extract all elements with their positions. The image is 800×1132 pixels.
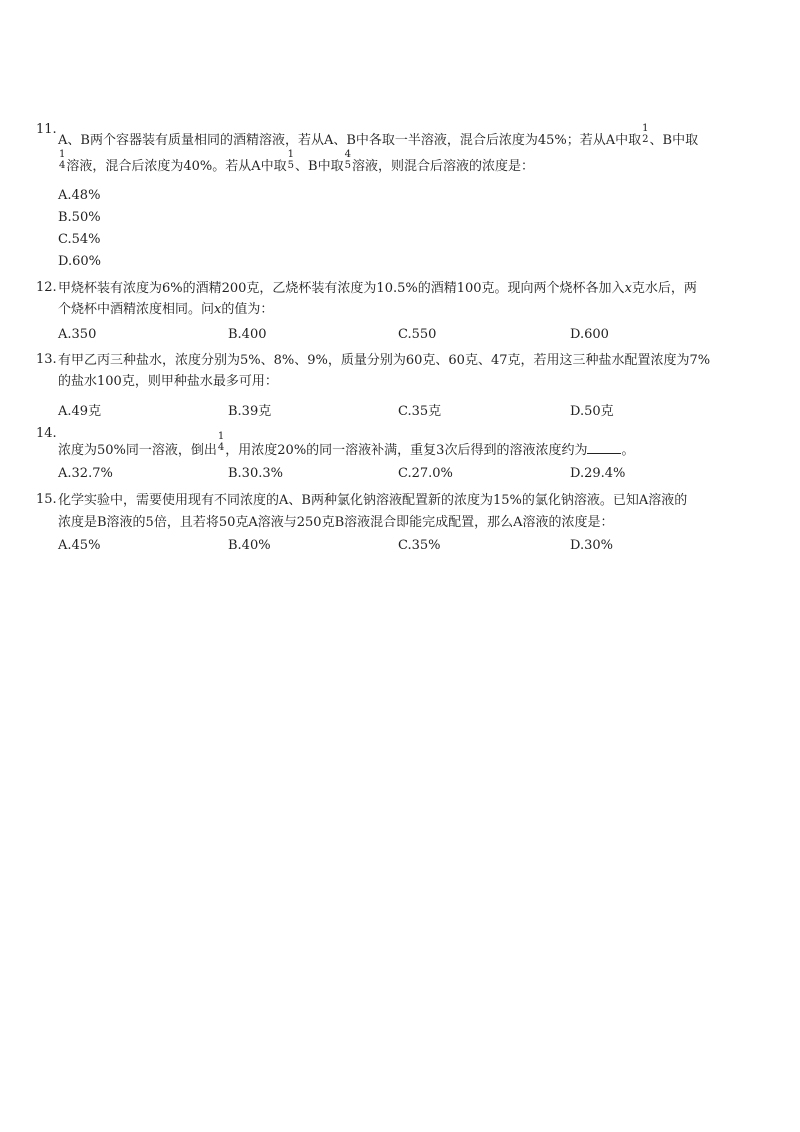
question-text: ，用浓度20%的同一溶液补满，重复3次后得到的溶液浓度约为 (225, 443, 588, 458)
answer-blank (587, 441, 621, 454)
question-text-line-1 (58, 123, 699, 151)
option-a: A.45% (58, 538, 101, 553)
question-text: 、B中取 (295, 159, 344, 174)
option-a: A.350 (58, 327, 97, 342)
variable-x: x (624, 281, 632, 296)
option-a: A.49克 (58, 404, 102, 419)
question-number: 13. (36, 352, 57, 367)
question-text: 克水后，两 (631, 281, 697, 296)
question-text-line-1: 化学实验中，需要使用现有不同浓度的A、B两种氯化钠溶液配置新的浓度为15%的氯化钠溶液。已知A溶液的 (58, 493, 688, 508)
question-number: 12. (36, 280, 57, 295)
question-text-line-1 (58, 280, 697, 298)
question-number: 15. (36, 492, 57, 507)
question-text: 溶液，混合后浓度为40%。若从A中取 (66, 159, 287, 174)
option-b: B.39克 (228, 404, 272, 419)
question-text-line-2 (58, 301, 273, 319)
question-text: 。 (621, 443, 635, 458)
option-a: A.48% (58, 188, 101, 203)
question-text: 溶液，则混合后溶液的浓度是： (351, 159, 534, 174)
fraction-one-quarter: 1 4 (59, 149, 66, 171)
question-number: 14. (36, 426, 57, 441)
question-text-line-2 (58, 149, 534, 177)
option-a: A.32.7% (58, 466, 113, 481)
option-c: C.54% (58, 232, 101, 247)
option-b: B.400 (228, 327, 267, 342)
option-c: C.27.0% (398, 466, 453, 481)
question-text: A、B两个容器装有质量相同的酒精溶液，若从A、B中各取一半溶液，混合后浓度为45%；若从A中取 (58, 133, 642, 148)
option-d: D.50克 (570, 404, 614, 419)
variable-x: x (214, 302, 222, 317)
question-text-line-2: 浓度是B溶液的5倍，且若将50克A溶液与250克B溶液混合即能完成配置，那么A溶液的浓度是： (58, 515, 614, 530)
option-c: C.35% (398, 538, 441, 553)
question-text: 的值为： (221, 302, 274, 317)
option-d: D.30% (570, 538, 613, 553)
option-b: B.50% (58, 210, 101, 225)
question-number: 11. (36, 122, 57, 137)
fraction-four-fifths: 4 5 (344, 149, 351, 171)
fraction-one-quarter: 1 4 (217, 431, 225, 453)
option-d: D.600 (570, 327, 609, 342)
option-d: D.60% (58, 254, 101, 269)
fraction-one-half: 1 2 (642, 123, 649, 145)
question-text: 浓度为50%同一溶液，倒出 (58, 443, 217, 458)
question-text: 个烧杯中酒精浓度相同。问 (58, 302, 215, 317)
question-text-line-1 (58, 431, 635, 461)
fraction-one-fifth: 1 5 (287, 149, 295, 171)
question-text: 甲烧杯装有浓度为6%的酒精200克，乙烧杯装有浓度为10.5%的酒精100克。现向两个烧杯各加入 (58, 281, 625, 296)
option-b: B.30.3% (228, 466, 283, 481)
option-d: D.29.4% (570, 466, 626, 481)
question-text: 、B中取 (649, 133, 699, 148)
option-c: C.35克 (398, 404, 442, 419)
option-c: C.550 (398, 327, 437, 342)
option-b: B.40% (228, 538, 271, 553)
question-text-line-1: 有甲乙丙三种盐水，浓度分别为5%、8%、9%，质量分别为60克、60克、47克，若用这三种盐水配置浓度为7% (58, 353, 711, 368)
question-text-line-2: 的盐水100克，则甲种盐水最多可用： (58, 374, 278, 389)
